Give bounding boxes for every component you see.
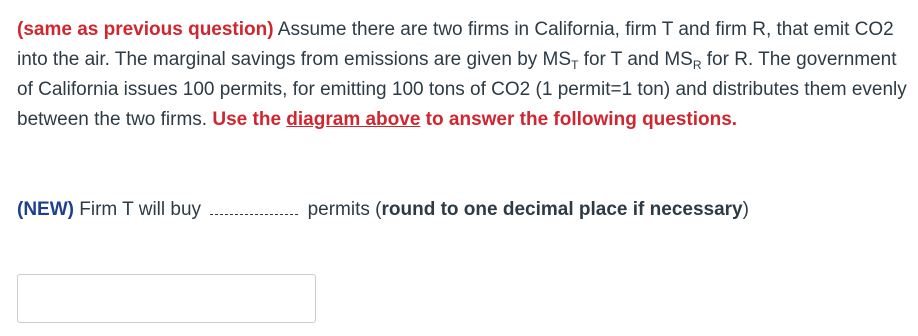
answer-input[interactable] bbox=[17, 274, 316, 323]
question-text-part2: for T and MS bbox=[578, 49, 693, 70]
question-text-part1: Assume there are two firms in California, firm T and firm R, that emit CO2 into the air. The marginal savings from emissions are given by MS bbox=[17, 19, 894, 70]
subquestion-text bbox=[17, 196, 907, 224]
question-text-part3: for R. The government of California issues 100 permits, for emitting 100 tons of CO2 (1 permit=1 ton) and distributes them evenly between the two firms. bbox=[17, 49, 907, 130]
rounding-instruction: round to one decimal place if necessary bbox=[381, 199, 743, 220]
subscript-r: R bbox=[692, 58, 702, 72]
subquestion-part2: permits ( bbox=[302, 199, 382, 220]
subscript-t: T bbox=[571, 58, 579, 72]
instruction-red-part2: to answer the following questions. bbox=[420, 109, 738, 130]
same-as-previous-label: (same as previous question) bbox=[17, 19, 274, 40]
subquestion-closing: ) bbox=[742, 199, 749, 220]
blank-line bbox=[210, 200, 298, 215]
question-text bbox=[17, 15, 907, 135]
new-label: (NEW) bbox=[17, 199, 74, 220]
subquestion-part1: Firm T will buy bbox=[73, 199, 207, 220]
instruction-red-part1: Use the bbox=[212, 109, 287, 130]
diagram-above-link[interactable]: diagram above bbox=[286, 109, 421, 130]
